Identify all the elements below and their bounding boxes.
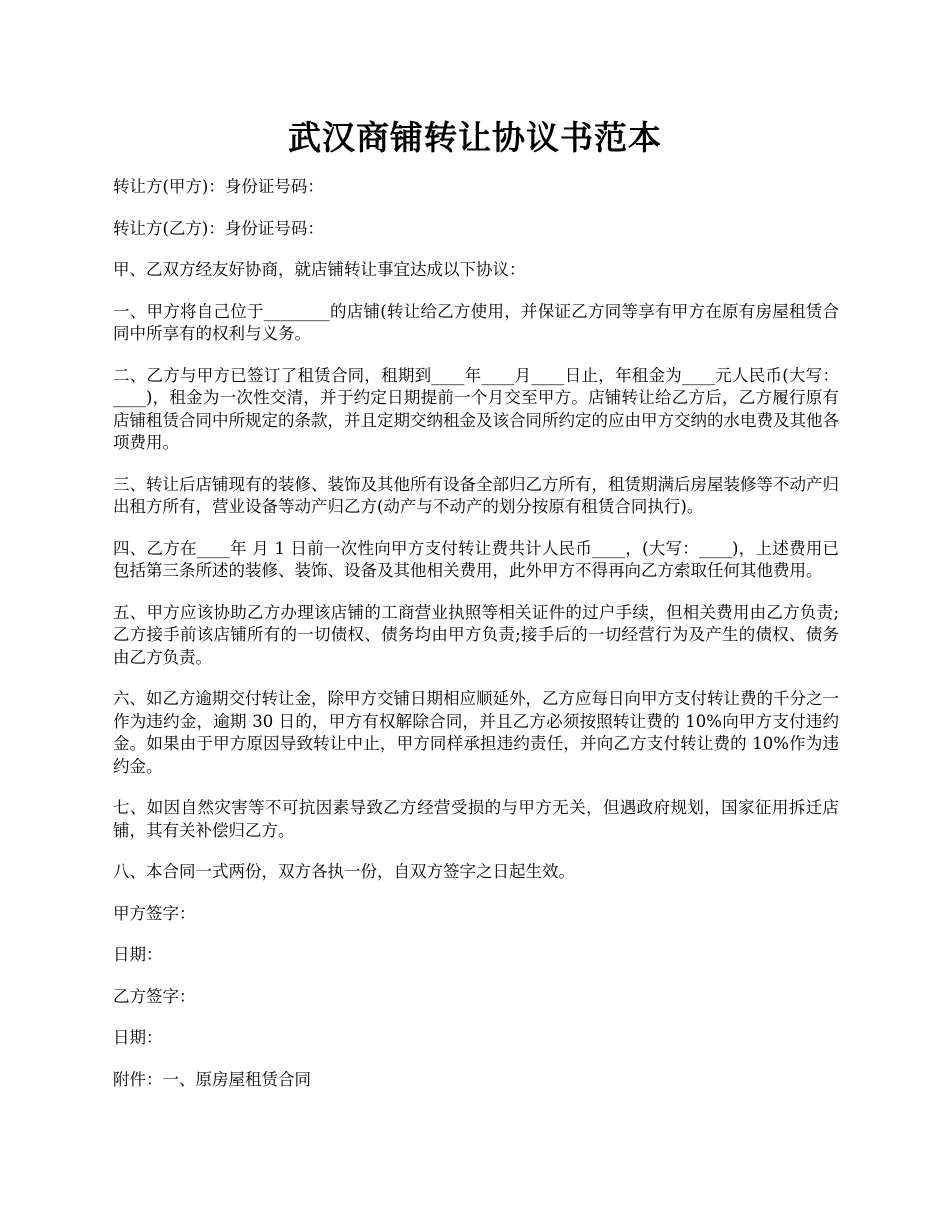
party-a-date-line: 日期： <box>113 945 163 964</box>
preamble-paragraph: 甲、乙双方经友好协商，就店铺转让事宜达成以下协议： <box>113 260 526 279</box>
clause-3-paragraph: 三、转让后店铺现有的装修、装饰及其他所有设备全部归乙方所有，租赁期满后房屋装修等不动产归出租方所有，营业设备等动产归乙方(动产与不动产的划分按原有租赁合同执行)。 <box>113 474 839 516</box>
clause-2-paragraph: 二、乙方与甲方已签订了租赁合同，租期到____年____月____日止，年租金为____元人民币(大写：____)，租金为一次性交清，并于约定日期提前一个月交至甲方。店铺转让给乙方后，乙方履行原有店铺租赁合同中所规定的条款，并且定期交纳租金及该合同所约定的应由甲方交纳的水电费及其他各项费用。 <box>113 365 839 452</box>
party-b-line: 转让方(乙方)：身份证号码： <box>113 218 324 238</box>
document-title: 武汉商铺转让协议书范本 <box>288 118 662 157</box>
clause-8-paragraph: 八、本合同一式两份，双方各执一份，自双方签字之日起生效。 <box>113 862 575 881</box>
clause-5-paragraph: 五、甲方应该协助乙方办理该店铺的工商营业执照等相关证件的过户手续，但相关费用由乙方负责;乙方接手前该店铺所有的一切债权、债务均由甲方负责;接手后的一切经营行为及产生的债权、债务由乙方负责。 <box>113 602 839 667</box>
party-a-signature-line: 甲方签字： <box>113 903 196 923</box>
document-body <box>113 176 839 1110</box>
attachment-line: 附件：一、原房屋租赁合同 <box>113 1069 311 1089</box>
clause-6-paragraph: 六、如乙方逾期交付转让金，除甲方交铺日期相应顺延外，乙方应每日向甲方支付转让费的千分之一作为违约金，逾期 30 日的，甲方有权解除合同，并且乙方必须按照转让费的 10%向甲方支付违约金。如果由于甲方原因导致转让中止，甲方同样承担违约责任，并向乙方支付转让费的 10%作为违约金。 <box>113 689 839 776</box>
clause-4-paragraph: 四、乙方在____年 月 1 日前一次性向甲方支付转让费共计人民币____，(大写：____)，上述费用已包括第三条所述的装修、装饰、设备及其他相关费用，此外甲方不得再向乙方索取任何其他费用。 <box>113 538 839 580</box>
party-a-line: 转让方(甲方)：身份证号码： <box>113 177 324 196</box>
clause-1-paragraph: 一、甲方将自己位于________的店铺(转让给乙方使用，并保证乙方同等享有甲方在原有房屋租赁合同中所享有的权利与义务。 <box>113 301 839 343</box>
clause-7-paragraph: 七、如因自然灾害等不可抗因素导致乙方经营受损的与甲方无关，但遇政府规划，国家征用拆迁店铺，其有关补偿归乙方。 <box>113 798 839 840</box>
party-b-signature-line: 乙方签字： <box>113 986 196 1006</box>
party-b-date-line: 日期： <box>113 1028 163 1047</box>
